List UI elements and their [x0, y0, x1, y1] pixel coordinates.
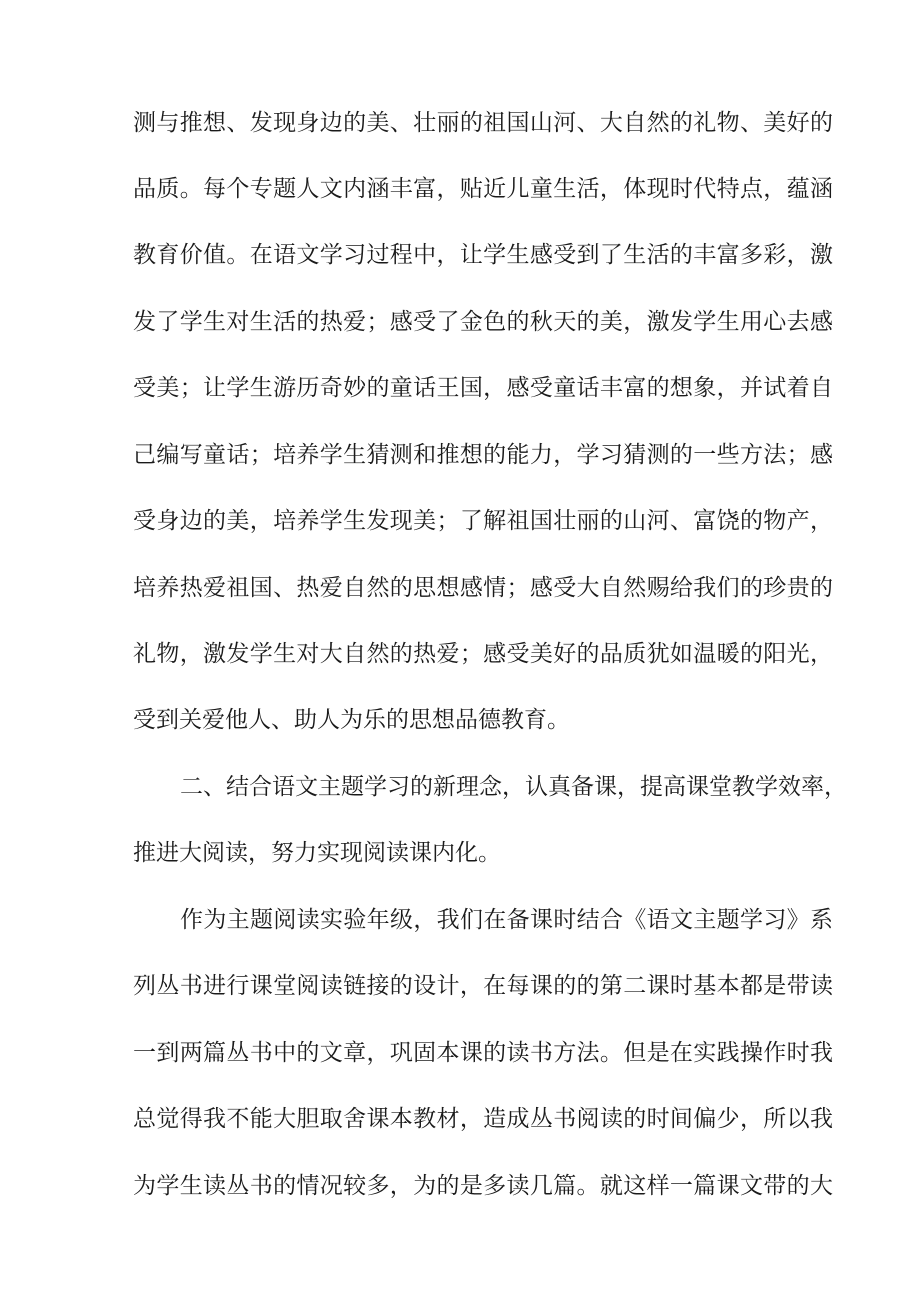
paragraph-line: 受美；让学生游历奇妙的童话王国，感受童话丰富的想象，并试着自 — [133, 375, 833, 401]
paragraph-line: 测与推想、发现身边的美、壮丽的祖国山河、大自然的礼物、美好的 — [133, 110, 833, 136]
paragraph-line: 培养热爱祖国、热爱自然的思想感情；感受大自然赐给我们的珍贵的 — [133, 575, 833, 601]
paragraph-line: 品质。每个专题人文内涵丰富，贴近儿童生活，体现时代特点，蕴涵 — [133, 176, 833, 202]
paragraph-line: 受身边的美，培养学生发现美；了解祖国壮丽的山河、富饶的物产， — [133, 508, 833, 534]
paragraph-line: 己编写童话；培养学生猜测和推想的能力，学习猜测的一些方法；感 — [133, 442, 833, 468]
paragraph-line: 作为主题阅读实验年级，我们在备课时结合《语文主题学习》系 — [180, 907, 833, 933]
heading-line: 推进大阅读，努力实现阅读课内化。 — [133, 840, 501, 866]
paragraph-line: 教育价值。在语文学习过程中，让学生感受到了生活的丰富多彩，激 — [133, 242, 833, 268]
paragraph-line: 受到关爱他人、助人为乐的思想品德教育。 — [133, 707, 570, 733]
paragraph-line: 列丛书进行课堂阅读链接的设计，在每课的的第二课时基本都是带读 — [133, 973, 833, 999]
heading-line: 二、结合语文主题学习的新理念，认真备课，提高课堂教学效率， — [180, 774, 847, 800]
paragraph-line: 总觉得我不能大胆取舍课本教材，造成丛书阅读的时间偏少，所以我 — [133, 1106, 833, 1132]
paragraph-line: 礼物，激发学生对大自然的热爱；感受美好的品质犹如温暖的阳光， — [133, 641, 833, 667]
paragraph-line: 发了学生对生活的热爱；感受了金色的秋天的美，激发学生用心去感 — [133, 309, 833, 335]
paragraph-line: 为学生读丛书的情况较多，为的是多读几篇。就这样一篇课文带的大 — [133, 1173, 833, 1199]
paragraph-line: 一到两篇丛书中的文章，巩固本课的读书方法。但是在实践操作时我 — [133, 1040, 833, 1066]
